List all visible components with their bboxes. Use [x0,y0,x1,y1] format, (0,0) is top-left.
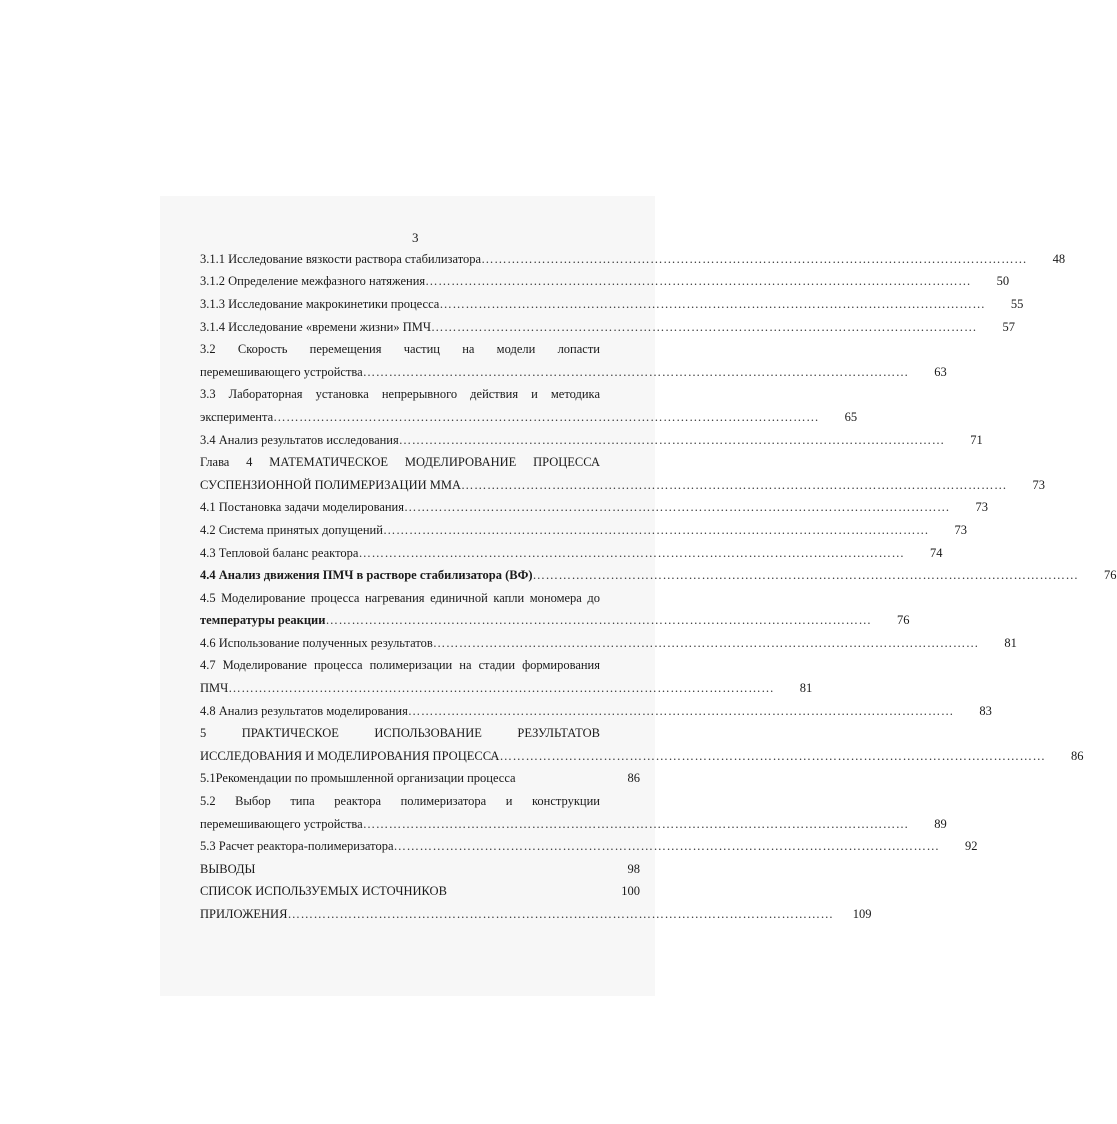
toc-entry [200,835,978,858]
toc-entry [200,632,1017,655]
toc-entry [200,338,640,361]
toc-entry-text: эксперимента [200,409,274,424]
toc-entry [200,745,1084,768]
toc-entry-text: СПИСОК ИСПОЛЬЗУЕМЫХ ИСТОЧНИКОВ [200,884,447,899]
toc-entry-text: 4.3 Тепловой баланс реактора [200,545,359,560]
toc-page-number: 57 [1002,319,1016,334]
dot-leader [325,613,871,628]
toc-page-number: 50 [996,274,1010,289]
toc-entry [200,610,910,633]
toc-entry [200,248,1066,271]
toc-entry-text: ВЫВОДЫ [200,861,256,876]
toc-entry [200,722,640,745]
dot-leader [408,704,954,719]
dot-leader [358,546,904,561]
toc-entry [200,384,640,407]
toc-entry-text: 3.3 Лабораторная установка непрерывного действия и методика [200,387,600,402]
toc-entry-text: температуры реакции [200,613,326,628]
toc-page-number: 92 [965,839,978,854]
dot-leader [439,297,985,312]
toc-entry-text: 5.1Рекомендации по промышленной организации процесса [200,771,516,786]
toc-entry [200,587,640,610]
table-of-contents [200,248,1117,926]
page-number: 3 [412,230,419,245]
toc-entry [200,700,992,723]
toc-entry [200,768,640,791]
toc-entry [200,361,947,384]
toc-entry-text: 4.6 Использование полученных результатов [200,635,433,650]
toc-entry-text: 4.4 Анализ движения ПМЧ в растворе стабилизатора (ВФ) [200,568,533,583]
toc-page-number: 55 [1010,296,1024,311]
toc-entry-text: 3.1.4 Исследование «времени жизни» ПМЧ [200,319,432,334]
dot-leader [481,252,1027,267]
dot-leader [433,636,979,651]
dot-leader [399,433,945,448]
toc-entry [200,858,640,881]
toc-entry-text: ИССЛЕДОВАНИЯ И МОДЕЛИРОВАНИЯ ПРОЦЕССА [200,748,500,763]
toc-entry [200,903,872,926]
toc-entry-text: 4.8 Анализ результатов моделирования [200,703,408,718]
dot-leader [228,681,774,696]
toc-entry-text: 5 ПРАКТИЧЕСКОЕ ИСПОЛЬЗОВАНИЕ РЕЗУЛЬТАТОВ [200,726,600,741]
toc-entry [200,519,967,542]
toc-page-number: 98 [627,861,640,876]
toc-entry [200,406,858,429]
dot-leader [499,749,1045,764]
dot-leader [363,365,909,380]
dot-leader [461,478,1007,493]
dot-leader [533,568,1079,583]
toc-entry-text: 3.2 Скорость перемещения частиц на модели лопасти [200,342,600,357]
toc-entry [200,271,1010,294]
dot-leader [431,320,977,335]
toc-entry-text: 4.7 Моделирование процесса полимеризации на стадии формирования [200,658,600,673]
dot-leader [287,907,833,922]
toc-entry-text: 4.1 Постановка задачи моделирования [200,500,404,515]
toc-page-number: 89 [934,816,947,831]
toc-page-number: 100 [621,884,640,899]
toc-entry [200,316,1016,339]
toc-entry-text: 4.5 Моделирование процесса нагревания единичной капли мономера до [200,590,600,605]
toc-entry-text: 5.2 Выбор типа реактора полимеризатора и конструкции [200,794,600,809]
toc-entry-text: 5.3 Расчет реактора-полимеризатора [200,839,394,854]
toc-entry [200,677,813,700]
toc-entry-text: 3.1.2 Определение межфазного натяжения [200,274,426,289]
dot-leader [273,410,819,425]
toc-page-number: 65 [844,409,858,424]
toc-page-number: 63 [934,364,947,379]
toc-entry [200,881,640,904]
toc-page-number: 74 [929,545,943,560]
toc-page-number: 109 [852,907,872,922]
dot-leader [383,523,929,538]
toc-entry-text: СУСПЕНЗИОННОЙ ПОЛИМЕРИЗАЦИИ ММА [200,477,462,492]
toc-page-number: 81 [1004,635,1017,650]
dot-leader [425,274,971,289]
toc-page-number: 73 [1032,477,1046,492]
toc-entry-text: Глава 4 МАТЕМАТИЧЕСКОЕ МОДЕЛИРОВАНИЕ ПРОЦЕССА [200,455,600,470]
dot-leader [404,500,950,515]
toc-entry-text: ПРИЛОЖЕНИЯ [200,907,288,922]
toc-page-number: 76 [896,613,910,628]
toc-page-number: 83 [979,703,992,718]
toc-entry [200,451,640,474]
toc-page-number: 86 [1070,748,1084,763]
toc-entry [200,655,640,678]
toc-page-number: 71 [970,432,983,447]
toc-page-number: 73 [975,500,988,515]
toc-entry [200,474,1046,497]
toc-page-number: 76 [1104,568,1117,583]
toc-page-number: 81 [799,681,813,696]
toc-entry [200,293,1024,316]
toc-entry [200,813,947,836]
toc-entry-text: 4.2 Система принятых допущений [200,522,383,537]
toc-entry [200,790,640,813]
toc-entry-text: 3.1.3 Исследование макрокинетики процесса [200,296,440,311]
toc-entry-text: ПМЧ [200,681,229,696]
toc-entry-text: перемешивающего устройства [200,816,363,831]
toc-entry-text: 3.1.1 Исследование вязкости раствора стабилизатора [200,251,482,266]
toc-entry [200,429,983,452]
toc-entry [200,564,1117,587]
toc-page-number: 48 [1052,251,1066,266]
dot-leader [363,817,909,832]
dot-leader [394,839,940,854]
toc-page-number: 86 [627,771,640,786]
toc-entry-text: 3.4 Анализ результатов исследования [200,432,399,447]
toc-entry [200,497,988,520]
toc-entry-text: перемешивающего устройства [200,364,363,379]
toc-entry [200,542,943,565]
toc-page-number: 73 [954,522,967,537]
